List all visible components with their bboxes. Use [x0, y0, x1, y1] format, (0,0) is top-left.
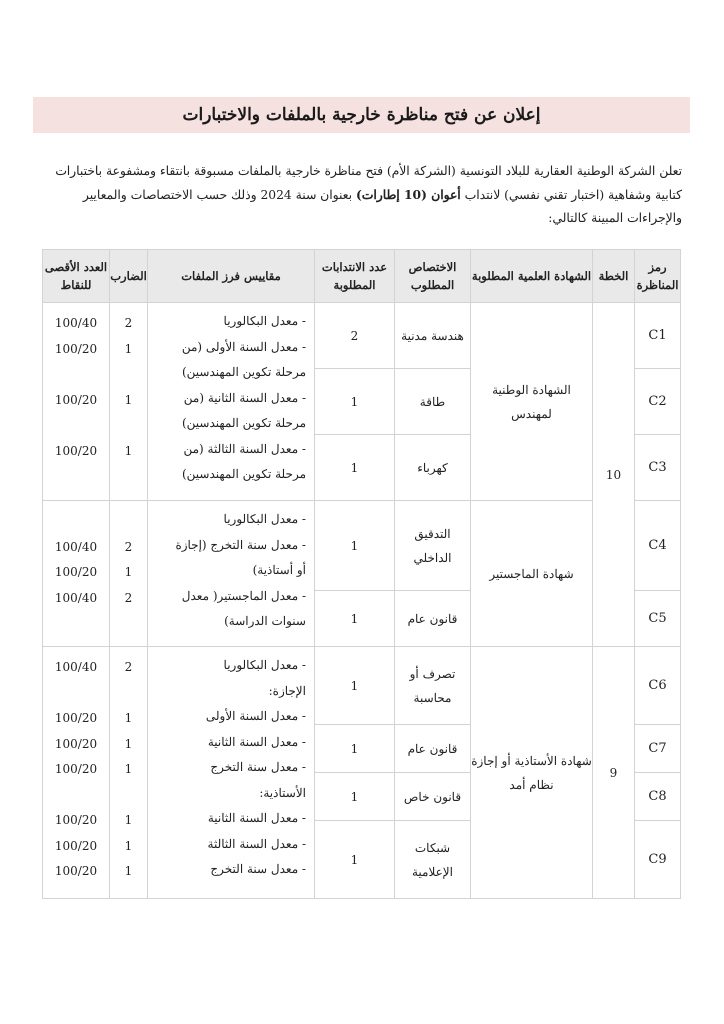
intro-text-1: تعلن الشركة الوطنية العقارية للبلاد التونسية (الشركة الأم) فتح مناظرة خارجية بالملفات مسبوقة بانتقاء ومشفوعة باختبارات كتابية وشفاهية (اختبار تقني نفسي) لانتداب: [55, 164, 682, 202]
criteria-line: - معدل البكالوريا: [223, 658, 306, 672]
count-cell: 1: [315, 725, 395, 773]
coef-value: 1: [124, 341, 133, 356]
coefficient-cell: [110, 501, 148, 647]
max-value: [43, 413, 109, 439]
criteria-line: - معدل السنة الثانية: [207, 734, 306, 749]
count-cell: 1: [315, 501, 395, 591]
count-cell: 2: [315, 303, 395, 369]
coef-value: 2: [124, 590, 133, 605]
criteria-line: مرحلة تكوين المهندسين): [181, 365, 306, 379]
count-cell: 1: [315, 591, 395, 647]
criteria-line: - معدل السنة الثالثة (من: [183, 441, 306, 456]
criteria-cell: [148, 501, 315, 647]
specialty-cell: قانون عام: [395, 725, 471, 773]
degree-cell: شهادة الماجستير: [471, 501, 593, 647]
criteria-line: - معدل السنة الثالثة: [207, 836, 306, 851]
coef-value: [110, 509, 147, 535]
coef-value: [110, 783, 147, 809]
count-cell: 1: [315, 773, 395, 821]
header-criteria: مقاييس فرز الملفات: [148, 250, 315, 303]
degree-cell: شهادة الأستاذية أو إجازة نظام أمد: [471, 647, 593, 899]
max-points-cell: [43, 647, 110, 899]
intro-paragraph: [50, 160, 682, 230]
coef-value: [110, 362, 147, 388]
max-value: [43, 681, 109, 707]
max-value: 100/20: [54, 443, 98, 458]
max-value: 100/20: [54, 838, 98, 853]
page-title: إعلان عن فتح مناظرة خارجية بالملفات والاختبارات: [33, 97, 690, 133]
coef-value: 2: [124, 316, 133, 330]
table-row: [43, 303, 681, 369]
max-value: 100/40: [54, 316, 98, 330]
criteria-line: مرحلة تكوين المهندسين): [181, 416, 306, 430]
plan-cell: 10: [593, 303, 635, 647]
header-coefficient: الضارب: [110, 250, 148, 303]
max-value: 100/20: [54, 813, 98, 827]
code-cell: C9: [635, 821, 681, 899]
criteria-line: - معدل سنة التخرج: [210, 862, 306, 876]
table-row: [43, 647, 681, 725]
specialty-cell: تصرف أو محاسبة: [395, 647, 471, 725]
specialty-cell: شبكات الإعلامية: [395, 821, 471, 899]
code-cell: C5: [635, 591, 681, 647]
coef-value: 1: [124, 392, 133, 407]
max-value: 100/20: [54, 762, 98, 776]
header-max-points: العدد الأقصى للنقاط: [43, 250, 110, 303]
header-plan: الخطة: [593, 250, 635, 303]
header-specialty: الاختصاص المطلوب: [395, 250, 471, 303]
criteria-line: - معدل السنة الثانية: [207, 811, 306, 825]
specialty-cell: هندسة مدنية: [395, 303, 471, 369]
max-value: 100/40: [54, 660, 98, 674]
count-cell: 1: [315, 647, 395, 725]
max-value: [43, 362, 109, 388]
max-value: [43, 783, 109, 809]
max-value: 100/40: [54, 539, 98, 554]
max-value: [43, 611, 109, 637]
header-count: عدد الانتدابات المطلوبة: [315, 250, 395, 303]
max-value: 100/20: [54, 565, 98, 579]
criteria-line: - معدل البكالوريا: [223, 314, 306, 328]
coef-value: [110, 464, 147, 490]
criteria-line: سنوات الدراسة): [224, 614, 306, 628]
coef-value: 2: [124, 539, 133, 554]
criteria-line: - معدل البكالوريا: [223, 512, 306, 526]
code-cell: C8: [635, 773, 681, 821]
header-degree: الشهادة العلمية المطلوبة: [471, 250, 593, 303]
code-cell: C3: [635, 435, 681, 501]
max-value: [43, 509, 109, 535]
coef-value: [110, 413, 147, 439]
code-cell: C4: [635, 501, 681, 591]
specialty-cell: التدقيق الداخلي: [395, 501, 471, 591]
criteria-line: - معدل السنة الأولى: [205, 709, 306, 723]
max-points-cell: [43, 303, 110, 501]
coef-value: 1: [124, 864, 133, 878]
max-value: 100/20: [54, 736, 98, 751]
criteria-line: - معدل الماجستير( معدل: [181, 588, 306, 603]
criteria-line: - معدل السنة الثانية (من: [183, 390, 306, 405]
specialty-cell: كهرباء: [395, 435, 471, 501]
code-cell: C6: [635, 647, 681, 725]
intro-text-2: بعنوان سنة 2024 وذلك حسب الاختصاصات والمعايير والإجراءات المبينة كالتالي:: [82, 188, 682, 225]
count-cell: 1: [315, 369, 395, 435]
criteria-line: - معدل سنة التخرج: [210, 760, 306, 774]
coef-value: 1: [124, 838, 133, 853]
max-value: 100/20: [54, 864, 98, 878]
header-code: رمز المناظرة: [635, 250, 681, 303]
max-value: 100/20: [54, 392, 98, 407]
coef-value: 1: [124, 443, 133, 458]
code-cell: C1: [635, 303, 681, 369]
criteria-line: أو أستاذية): [252, 563, 306, 577]
coefficient-cell: [110, 647, 148, 899]
specialty-cell: قانون عام: [395, 591, 471, 647]
criteria-line: - معدل السنة الأولى (من: [181, 339, 306, 354]
intro-bold-recruits: أعوان (10 إطارات): [355, 187, 461, 202]
coef-value: 1: [124, 736, 133, 751]
max-value: 100/20: [54, 711, 98, 725]
coef-value: 2: [124, 660, 133, 674]
max-value: 100/40: [54, 590, 98, 605]
table-header-row: [43, 250, 681, 303]
coef-value: [110, 611, 147, 637]
coef-value: 1: [124, 565, 133, 579]
competition-table: [42, 249, 681, 899]
count-cell: 1: [315, 435, 395, 501]
degree-cell: الشهادة الوطنية لمهندس: [471, 303, 593, 501]
specialty-cell: طاقة: [395, 369, 471, 435]
criteria-line: الإجازة:: [268, 683, 306, 698]
criteria-line: - معدل سنة التخرج (إجازة: [175, 537, 306, 552]
max-value: 100/20: [54, 341, 98, 356]
coefficient-cell: [110, 303, 148, 501]
max-value: [43, 464, 109, 490]
coef-value: 1: [124, 762, 133, 776]
criteria-cell: [148, 647, 315, 899]
coef-value: 1: [124, 813, 133, 827]
coef-value: [110, 681, 147, 707]
criteria-line: الأستاذية:: [259, 785, 306, 800]
max-points-cell: [43, 501, 110, 647]
criteria-cell: [148, 303, 315, 501]
table-row: [43, 501, 681, 591]
criteria-line: مرحلة تكوين المهندسين): [181, 467, 306, 481]
specialty-cell: قانون خاص: [395, 773, 471, 821]
count-cell: 1: [315, 821, 395, 899]
code-cell: C7: [635, 725, 681, 773]
plan-cell: 9: [593, 647, 635, 899]
coef-value: 1: [124, 711, 133, 725]
code-cell: C2: [635, 369, 681, 435]
